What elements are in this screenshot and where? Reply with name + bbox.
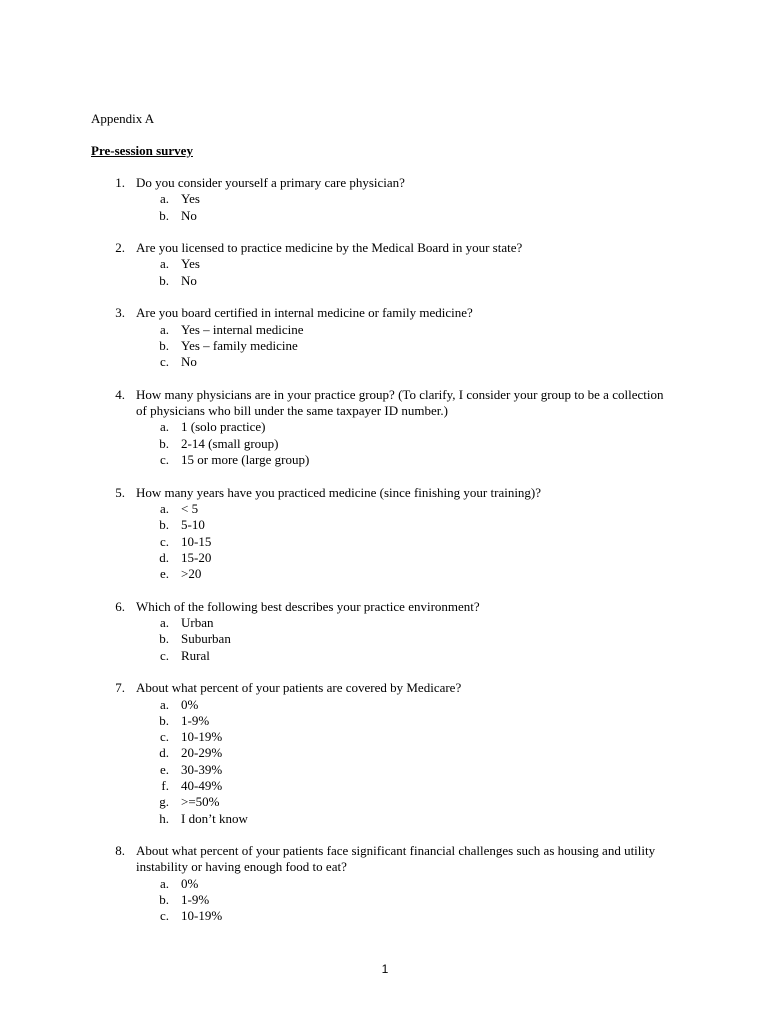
option-text: < 5	[181, 500, 199, 516]
answer-option	[0, 762, 770, 778]
option-text: 1 (solo practice)	[181, 419, 266, 435]
answer-options	[0, 697, 770, 827]
question-number: 8.	[115, 843, 125, 859]
question-number: 3.	[115, 305, 125, 321]
answer-option	[0, 729, 770, 745]
answer-options	[0, 322, 770, 371]
option-letter: b.	[159, 517, 169, 533]
question-text: How many years have you practiced medicine (since finishing your training)?	[136, 484, 542, 500]
answer-option	[0, 778, 770, 794]
answer-option	[0, 436, 770, 452]
option-letter: a.	[159, 696, 169, 712]
option-text: 5-10	[181, 517, 205, 533]
option-letter: b.	[159, 272, 169, 288]
option-text: 30-39%	[181, 761, 223, 777]
answer-option	[0, 713, 770, 729]
option-text: >20	[181, 566, 202, 582]
page-number: 1	[381, 962, 389, 976]
option-text: 1-9%	[181, 892, 210, 908]
option-text: 20-29%	[181, 745, 223, 761]
option-text: 10-19%	[181, 908, 223, 924]
option-letter: e.	[159, 761, 169, 777]
answer-option	[0, 354, 770, 370]
option-text: >=50%	[181, 794, 220, 810]
option-letter: b.	[159, 712, 169, 728]
answer-option	[0, 697, 770, 713]
option-letter: b.	[159, 892, 169, 908]
answer-options	[0, 876, 770, 925]
answer-option	[0, 745, 770, 761]
question-number: 7.	[115, 680, 125, 696]
question-number: 2.	[115, 240, 125, 256]
option-letter: e.	[159, 566, 169, 582]
question-text: Are you board certified in internal medicine or family medicine?	[136, 305, 473, 321]
question-text: Are you licensed to practice medicine by the Medical Board in your state?	[136, 240, 523, 256]
answer-option	[0, 208, 770, 224]
option-letter: a.	[159, 256, 169, 272]
option-letter: b.	[159, 207, 169, 223]
answer-option	[0, 908, 770, 924]
option-text: 0%	[181, 875, 199, 891]
option-text: No	[181, 354, 197, 370]
option-text: 15-20	[181, 549, 212, 565]
option-letter: a.	[159, 419, 169, 435]
answer-option	[0, 631, 770, 647]
answer-option	[0, 273, 770, 289]
answer-option	[0, 191, 770, 207]
answer-option	[0, 892, 770, 908]
answer-option	[0, 517, 770, 533]
question-item	[0, 680, 770, 827]
question-item	[0, 843, 770, 924]
answer-option	[0, 794, 770, 810]
option-letter: a.	[159, 321, 169, 337]
question-item	[0, 175, 770, 224]
option-text: No	[181, 207, 197, 223]
answer-option	[0, 419, 770, 435]
option-letter: a.	[159, 500, 169, 516]
question-number: 4.	[115, 386, 125, 402]
answer-option	[0, 322, 770, 338]
option-text: Yes – family medicine	[181, 337, 298, 353]
question-item	[0, 240, 770, 289]
question-number: 6.	[115, 598, 125, 614]
option-text: 1-9%	[181, 712, 210, 728]
question-item	[0, 599, 770, 664]
answer-option	[0, 811, 770, 827]
survey-title: Pre-session survey	[91, 143, 193, 158]
appendix-label: Appendix A	[91, 111, 155, 126]
option-letter: a.	[159, 191, 169, 207]
option-text: Rural	[181, 647, 210, 663]
answer-options	[0, 256, 770, 289]
question-text: How many physicians are in your practice group? (To clarify, I consider your group to be a collection of physicians who bill under the same taxpayer ID number.)	[136, 386, 664, 419]
answer-options	[0, 419, 770, 468]
question-text: About what percent of your patients face significant financial challenges such as housing and utility instability or having enough food to eat?	[136, 843, 656, 875]
option-text: Suburban	[181, 631, 231, 647]
answer-options	[0, 615, 770, 664]
option-text: 40-49%	[181, 777, 223, 793]
question-text: Do you consider yourself a primary care physician?	[136, 175, 405, 190]
question-item	[0, 387, 770, 468]
option-text: Yes	[181, 191, 200, 207]
option-letter: f.	[161, 777, 169, 793]
question-text: Which of the following best describes your practice environment?	[136, 598, 480, 614]
question-item	[0, 305, 770, 370]
option-letter: g.	[159, 794, 169, 810]
answer-option	[0, 876, 770, 892]
option-letter: c.	[159, 354, 169, 370]
option-text: Yes – internal medicine	[181, 321, 304, 337]
option-text: No	[181, 272, 197, 288]
option-text: 10-15	[181, 533, 212, 549]
option-letter: c.	[159, 908, 169, 924]
question-number: 1.	[115, 175, 125, 190]
question-item	[0, 485, 770, 583]
question-list	[0, 175, 770, 941]
option-letter: a.	[159, 875, 169, 891]
answer-option	[0, 615, 770, 631]
option-letter: d.	[159, 549, 169, 565]
option-letter: c.	[159, 729, 169, 745]
option-letter: c.	[159, 647, 169, 663]
answer-option	[0, 338, 770, 354]
answer-options	[0, 501, 770, 582]
answer-option	[0, 452, 770, 468]
question-text: About what percent of your patients are covered by Medicare?	[136, 680, 462, 696]
answer-option	[0, 566, 770, 582]
answer-option	[0, 648, 770, 664]
answer-options	[0, 191, 770, 224]
answer-option	[0, 501, 770, 517]
answer-option	[0, 256, 770, 272]
option-letter: d.	[159, 745, 169, 761]
option-text: 10-19%	[181, 729, 223, 745]
option-letter: c.	[159, 533, 169, 549]
option-text: Urban	[181, 615, 214, 631]
option-letter: b.	[159, 631, 169, 647]
answer-option	[0, 550, 770, 566]
question-number: 5.	[115, 484, 125, 500]
option-letter: a.	[159, 615, 169, 631]
option-text: I don’t know	[181, 810, 248, 826]
option-letter: c.	[159, 452, 169, 468]
option-text: Yes	[181, 256, 200, 272]
answer-option	[0, 534, 770, 550]
option-text: 15 or more (large group)	[181, 452, 310, 468]
option-text: 0%	[181, 696, 199, 712]
option-letter: b.	[159, 435, 169, 451]
option-text: 2-14 (small group)	[181, 435, 279, 451]
option-letter: h.	[159, 810, 169, 826]
option-letter: b.	[159, 337, 169, 353]
